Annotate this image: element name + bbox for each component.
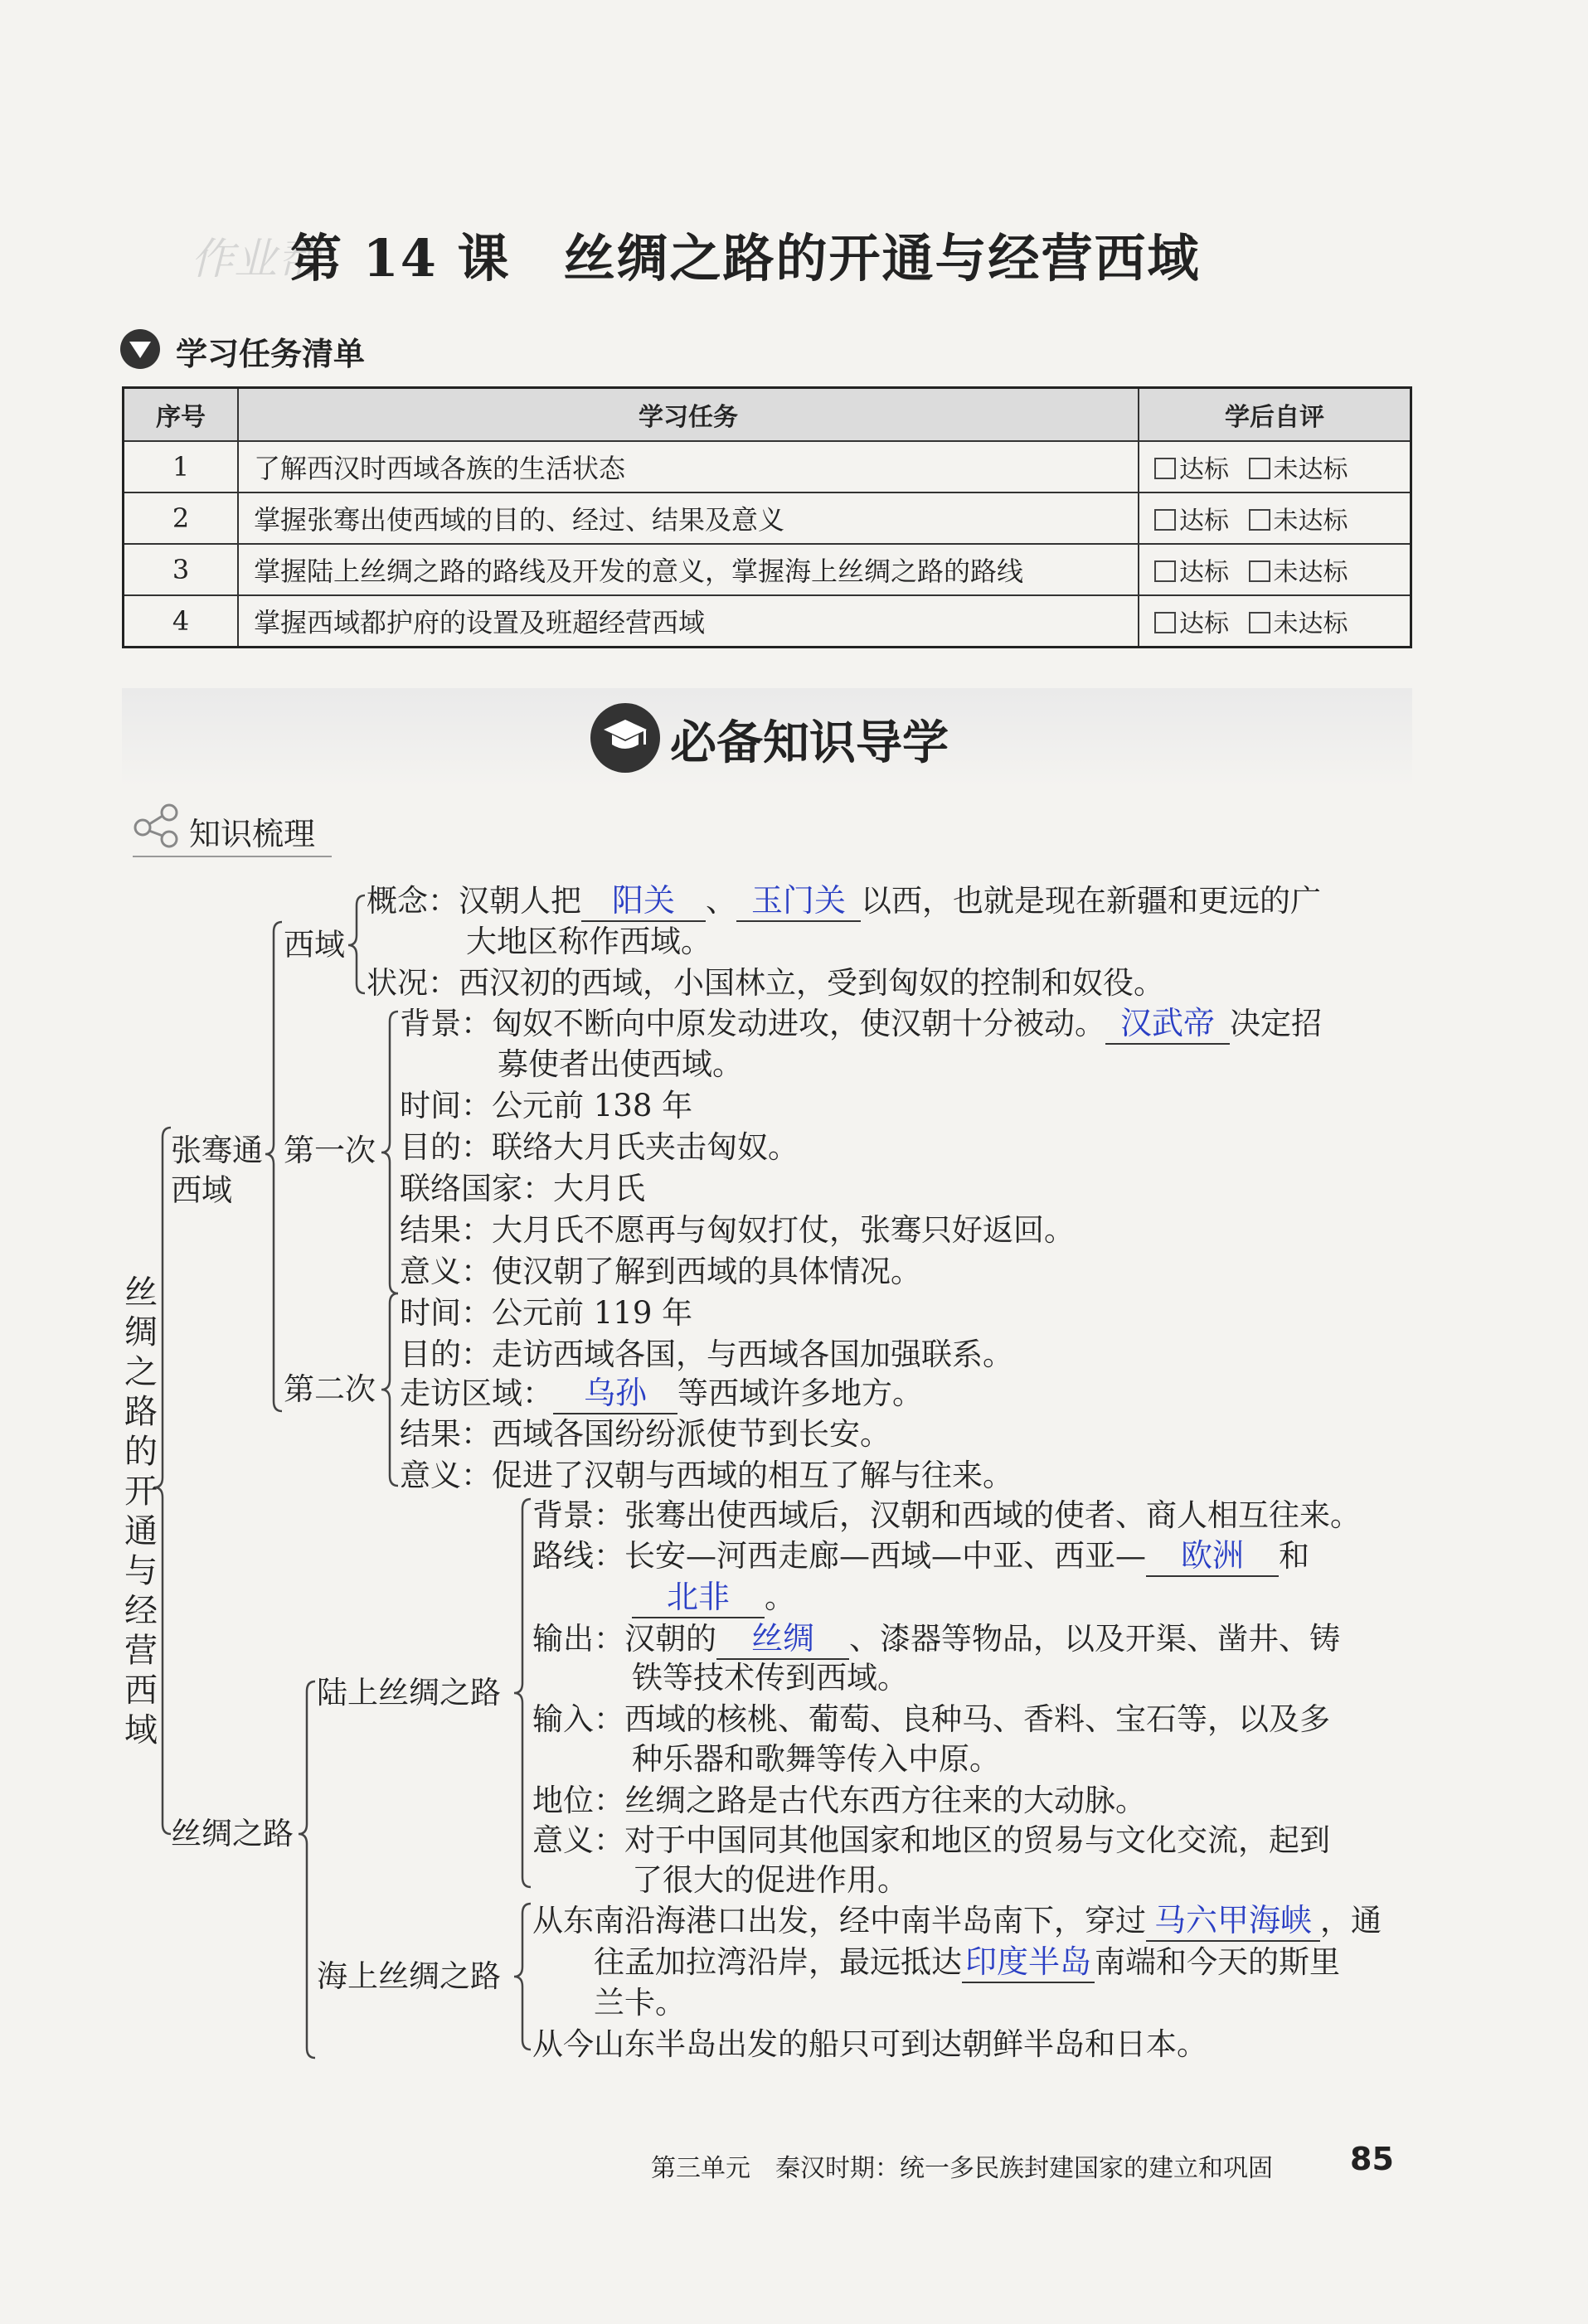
banner-title: 必备知识导学 bbox=[670, 716, 949, 770]
row-index: 2 bbox=[124, 492, 239, 544]
fail-label: 未达标 bbox=[1273, 455, 1348, 484]
fail-label: 未达标 bbox=[1273, 558, 1348, 587]
answer-malacca: 马六甲海峡 bbox=[1146, 1900, 1320, 1942]
knowledge-sort-heading: 知识梳理 bbox=[189, 816, 316, 852]
zhangqian-brace bbox=[265, 922, 282, 1411]
sea-road-label: 海上丝绸之路 bbox=[317, 1958, 501, 1994]
row-task: 了解西汉时西域各族的生活状态 bbox=[238, 441, 1139, 492]
land-road-background: 背景：张骞出使西域后，汉朝和西域的使者、商人相互往来。 bbox=[532, 1497, 1361, 1533]
land-road-import-cont: 种乐器和歌舞等传入中原。 bbox=[632, 1741, 1000, 1777]
land-road-import: 输入：西域的核桃、葡萄、良种马、香料、宝石等，以及多 bbox=[532, 1701, 1330, 1737]
zhangqian-label-2: 西域 bbox=[171, 1172, 232, 1208]
row-task: 掌握西域都护府的设置及班超经营西域 bbox=[238, 595, 1139, 648]
second-trip-label: 第二次 bbox=[284, 1371, 376, 1407]
xiyu-concept-cont: 大地区称作西域。 bbox=[466, 924, 711, 959]
pass-label: 达标 bbox=[1179, 558, 1229, 587]
answer-yangguan: 阳关 bbox=[581, 881, 706, 922]
land-road-status: 地位：丝绸之路是古代东西方往来的大动脉。 bbox=[532, 1783, 1146, 1818]
first-trip-time: 时间：公元前 138 年 bbox=[400, 1088, 693, 1123]
second-trip-area: 走访区域： 乌孙 等西域许多地方。 bbox=[400, 1373, 923, 1414]
row-index: 3 bbox=[124, 544, 239, 595]
row-task: 掌握陆上丝绸之路的路线及开发的意义，掌握海上丝绸之路的路线 bbox=[238, 544, 1139, 595]
first-trip-brace bbox=[381, 1012, 398, 1293]
sea-road-line-1: 从东南沿海港口出发，经中南半岛南下，穿过 马六甲海峡 ，通 bbox=[532, 1900, 1382, 1942]
xiyu-label: 西域 bbox=[284, 927, 345, 963]
task-list-heading: 学习任务清单 bbox=[176, 336, 366, 372]
silk-road-label: 丝绸之路 bbox=[171, 1816, 294, 1851]
first-trip-contact: 联络国家：大月氏 bbox=[400, 1171, 645, 1206]
header-index: 序号 bbox=[124, 388, 239, 442]
xiyu-concept-line: 概念：汉朝人把 阳关 、 玉门关 以西，也就是现在新疆和更远的广 bbox=[367, 881, 1321, 922]
land-road-route-cont: 北非 。 bbox=[632, 1577, 795, 1618]
header-eval: 学后自评 bbox=[1139, 388, 1411, 442]
first-trip-label: 第一次 bbox=[284, 1133, 376, 1168]
zhangqian-label-1: 张骞通 bbox=[171, 1133, 263, 1168]
sea-road-line-3: 兰卡。 bbox=[594, 1985, 686, 2021]
answer-wusun: 乌孙 bbox=[553, 1373, 677, 1414]
footer-unit-title: 第三单元 秦汉时期：统一多民族封建国家的建立和巩固 bbox=[651, 2154, 1273, 2183]
tree-root-title: 丝绸之路的开通与经营西域 bbox=[124, 1274, 158, 1749]
second-trip-brace bbox=[381, 1293, 398, 1486]
pass-label: 达标 bbox=[1179, 507, 1229, 536]
page-number: 85 bbox=[1350, 2141, 1394, 2177]
first-trip-background-cont: 募使者出使西域。 bbox=[498, 1046, 743, 1082]
second-trip-meaning: 意义：促进了汉朝与西域的相互了解与往来。 bbox=[400, 1458, 1013, 1493]
first-trip-purpose: 目的：联络大月氏夹击匈奴。 bbox=[400, 1129, 799, 1165]
second-trip-purpose: 目的：走访西域各国，与西域各国加强联系。 bbox=[400, 1337, 1013, 1372]
row-index: 1 bbox=[124, 441, 239, 492]
first-trip-background: 背景：匈奴不断向中原发动进攻，使汉朝十分被动。 汉武帝 决定招 bbox=[400, 1003, 1322, 1045]
xiyu-brace bbox=[348, 895, 365, 993]
land-road-label: 陆上丝绸之路 bbox=[317, 1675, 501, 1710]
first-trip-result: 结果：大月氏不愿再与匈奴打仗，张骞只好返回。 bbox=[400, 1212, 1075, 1248]
first-trip-meaning: 意义：使汉朝了解到西域的具体情况。 bbox=[400, 1254, 921, 1289]
land-road-meaning: 意义：对于中国同其他国家和地区的贸易与文化交流，起到 bbox=[532, 1822, 1330, 1858]
answer-india: 印度半岛 bbox=[962, 1942, 1095, 1983]
watermark: 作业帮 bbox=[191, 235, 321, 284]
header-task: 学习任务 bbox=[238, 388, 1139, 442]
answer-emperor: 汉武帝 bbox=[1105, 1003, 1230, 1045]
pass-label: 达标 bbox=[1179, 609, 1229, 638]
row-task: 掌握张骞出使西域的目的、经过、结果及意义 bbox=[238, 492, 1139, 544]
second-trip-result: 结果：西域各国纷纷派使节到长安。 bbox=[400, 1416, 891, 1452]
second-trip-time: 时间：公元前 119 年 bbox=[400, 1295, 693, 1331]
land-road-route: 路线：长安—河西走廊—西域—中亚、西亚— 欧洲 和 bbox=[532, 1536, 1309, 1577]
lesson-title: 第 14 课 丝绸之路的开通与经营西域 bbox=[290, 228, 1201, 289]
sea-road-line-4: 从今山东半岛出发的船只可到达朝鲜半岛和日本。 bbox=[532, 2026, 1207, 2062]
fail-label: 未达标 bbox=[1273, 609, 1348, 638]
answer-yumenguan: 玉门关 bbox=[736, 881, 861, 922]
land-road-export-cont: 铁等技术传到西域。 bbox=[632, 1660, 908, 1696]
answer-north-africa: 北非 bbox=[632, 1577, 765, 1618]
answer-europe: 欧洲 bbox=[1146, 1536, 1279, 1577]
land-road-brace bbox=[514, 1499, 531, 1887]
sea-road-line-2: 往孟加拉湾沿岸，最远抵达 印度半岛 南端和今天的斯里 bbox=[594, 1942, 1340, 1983]
fail-label: 未达标 bbox=[1273, 507, 1348, 536]
pass-label: 达标 bbox=[1179, 455, 1229, 484]
land-road-meaning-cont: 了很大的促进作用。 bbox=[632, 1862, 908, 1898]
land-road-export: 输出：汉朝的 丝绸 、漆器等物品，以及开渠、凿井、铸 bbox=[532, 1618, 1340, 1660]
silk-road-brace bbox=[299, 1681, 315, 2058]
answer-silk: 丝绸 bbox=[716, 1618, 849, 1660]
row-index: 4 bbox=[124, 595, 239, 648]
sea-road-brace bbox=[514, 1904, 531, 2050]
xiyu-status: 状况：西汉初的西域，小国林立，受到匈奴的控制和奴役。 bbox=[367, 965, 1164, 1001]
